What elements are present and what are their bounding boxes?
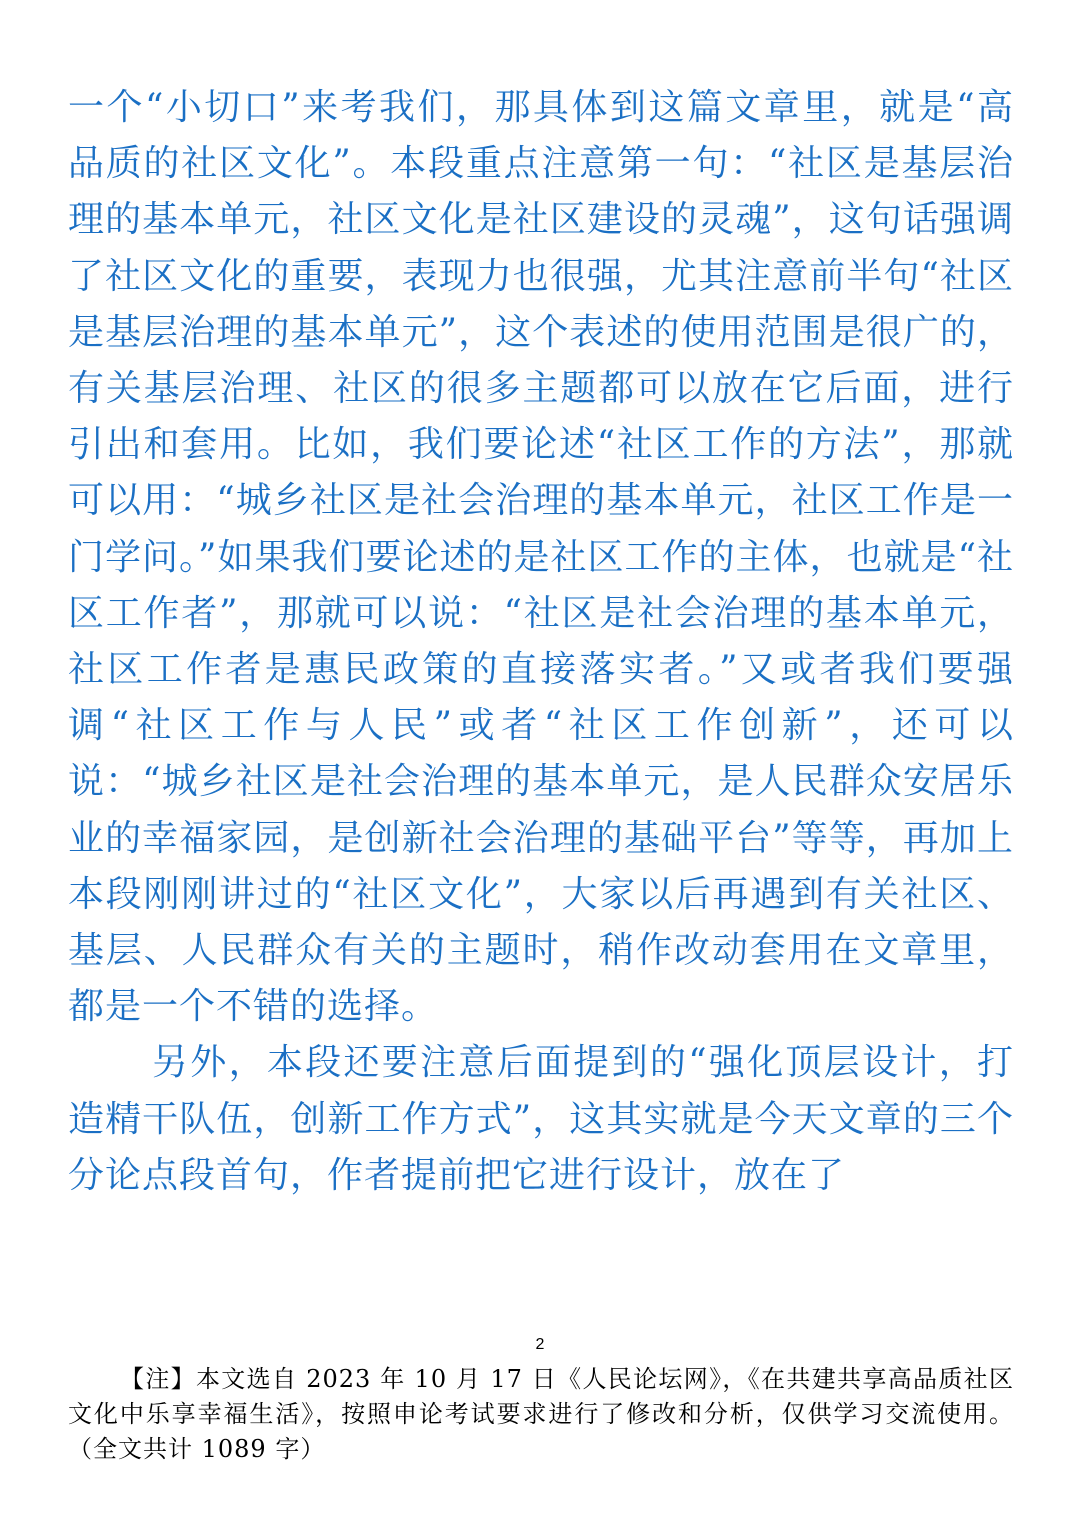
source-note: 【注】本文选自 2023 年 10 月 17 日《人民论坛网》，《在共建共享高品质社区文化中乐享幸福生活》，按照申论考试要求进行了修改和分析，仅供学习交流使用。（全文共计 1089 字） (68, 1365, 1014, 1463)
article-paragraph-1: 一个“小切口”来考我们，那具体到这篇文章里，就是“高品质的社区文化”。本段重点注意第一句：“社区是基层治理的基本单元，社区文化是社区建设的灵魂”，这句话强调了社区文化的重要，表现力也很强，尤其注意前半句“社区是基层治理的基本单元”，这个表述的使用范围是很广的，有关基层治理、社区的很多主题都可以放在它后面，进行引出和套用。比如，我们要论述“社区工作的方法”，那就可以用：“城乡社区是社会治理的基本单元，社区工作是一门学问。”如果我们要论述的是社区工作的主体，也就是“社区工作者”，那就可以说：“社区是社会治理的基本单元，社区工作者是惠民政策的直接落实者。”又或者我们要强调“社区工作与人民”或者“社区工作创新”，还可以说：“城乡社区是社会治理的基本单元，是人民群众安居乐业的幸福家园，是创新社会治理的基础平台”等等，再加上本段刚刚讲过的“社区文化”，大家以后再遇到有关社区、基层、人民群众有关的主题时，稍作改动套用在文章里，都是一个不错的选择。 (68, 87, 1014, 1028)
page-number: 2 (535, 1336, 545, 1353)
article-body (68, 80, 1014, 1204)
article-paragraph-2: 另外，本段还要注意后面提到的“强化顶层设计，打造精干队伍，创新工作方式”，这其实就是今天文章的三个分论点段首句，作者提前把它进行设计，放在了 (68, 1042, 1014, 1196)
